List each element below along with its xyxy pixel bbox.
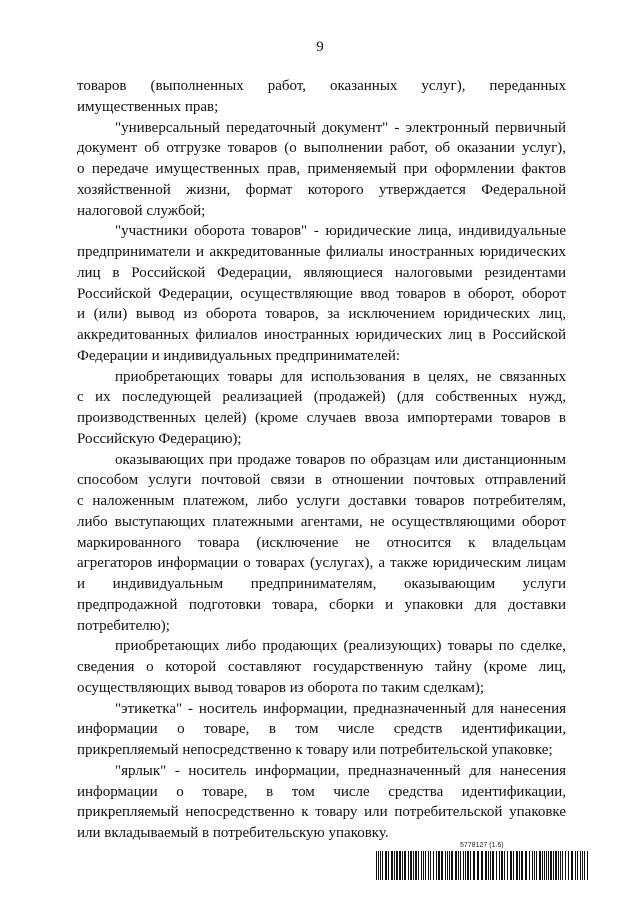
barcode-bar: [501, 851, 503, 880]
barcode-bar: [438, 851, 440, 880]
barcode-bar: [582, 851, 583, 880]
text-line: хозяйственной жизни, формат которого утверждается Федеральной: [77, 181, 566, 198]
barcode-bar: [555, 851, 557, 880]
barcode-bar: [488, 851, 489, 880]
barcode-bar: [404, 851, 406, 880]
barcode-bar: [575, 851, 576, 880]
barcode-bar: [385, 851, 387, 880]
text-line: с наложенным платежом, либо услуги доставки товаров потребителям,: [77, 493, 566, 509]
text-line: предпродажной подготовки товара, сборки и упаковки для доставки: [77, 596, 566, 613]
text-line: оказывающих при продаже товаров по образцам или дистанционным: [115, 451, 566, 468]
barcode-bar: [394, 851, 395, 880]
text-line: сведения о которой составляют государственную тайну (кроме лиц,: [77, 659, 566, 675]
barcode-bar: [463, 851, 464, 880]
barcode-bar: [421, 851, 422, 880]
text-line: "ярлык" - носитель информации, предназначенный для нанесения: [115, 762, 566, 779]
barcode-bar: [441, 851, 443, 880]
barcode-bar: [445, 851, 446, 880]
barcode-bar: [565, 851, 566, 880]
barcode-bar: [539, 851, 541, 880]
barcode-bar: [485, 851, 487, 880]
barcode-bar: [415, 851, 417, 880]
text-line: маркированного товара (исключение не относится к владельцам: [77, 534, 566, 551]
text-line: предприниматели и аккредитованные филиалы иностранных юридических: [77, 244, 566, 260]
text-line: и индивидуальным предпринимателям, оказывающим услуги: [77, 576, 566, 592]
text-line: и (или) вывод из оборота товаров, за исключением юридических лиц,: [77, 306, 566, 323]
text-line: информации о товаре, в том числе средства идентификации,: [77, 783, 566, 800]
barcode-bar: [460, 851, 461, 880]
text-line: либо выступающих платежными агентами, не осуществляющими оборот: [77, 513, 566, 530]
text-line: аккредитованных филиалов иностранных юридических лиц в Российской: [77, 327, 566, 343]
text-line: производственных целей) (кроме случаев ввоза импортерами товаров в: [77, 410, 566, 426]
barcode-bar: [399, 851, 401, 880]
barcode-bar: [413, 851, 414, 880]
barcode-bar: [380, 851, 381, 880]
text-line: "универсальный передаточный документ" - электронный первичный: [115, 119, 566, 136]
barcode-bar: [550, 851, 552, 880]
barcode-bar: [455, 851, 457, 880]
text-line: приобретающих либо продающих (реализующих) товары по сделке,: [115, 638, 566, 655]
document-footer: [376, 842, 590, 882]
text-line: "этикетка" - носитель информации, предназначенный для нанесения: [115, 700, 566, 717]
text-line: с их последующей реализацией (продажей) (для собственных нужд,: [77, 389, 566, 406]
barcode-bar: [536, 851, 537, 880]
barcode-bar: [376, 851, 377, 880]
text-line: информации о товаре, в том числе средств идентификации,: [77, 721, 566, 738]
text-line: товаров (выполненных работ, оказанных услуг), переданных: [77, 78, 566, 94]
document-code: 5778127 (1.6): [460, 842, 504, 849]
text-line: прикрепляемый непосредственно к товару или потребительской упаковке: [77, 804, 566, 821]
barcode-bar: [504, 851, 505, 880]
barcode-bar: [562, 851, 563, 880]
barcode-bar: [553, 851, 554, 880]
barcode-bar: [477, 851, 479, 880]
text-line: потребителю);: [77, 617, 170, 634]
barcode-bar: [534, 851, 535, 880]
barcode-bar: [391, 851, 393, 880]
barcode-bar: [382, 851, 383, 880]
text-line: имущественных прав;: [77, 98, 219, 115]
barcode-bar: [410, 851, 412, 880]
barcode-bar: [516, 851, 518, 880]
barcode-bar: [544, 851, 545, 880]
barcode-bar: [496, 851, 497, 880]
barcode-bar: [513, 851, 514, 880]
barcode-bar: [378, 851, 379, 880]
barcode-bar: [425, 851, 426, 880]
barcode-bar: [587, 851, 588, 880]
barcode-bar: [467, 851, 469, 880]
barcode-bar: [430, 851, 431, 880]
barcode-bar: [490, 851, 491, 880]
text-line: прикрепляемый непосредственно к товару или потребительской упаковке;: [77, 742, 553, 758]
barcode-bar: [418, 851, 419, 880]
barcode-bar: [532, 851, 533, 880]
barcode-bar: [481, 851, 483, 880]
barcode-bar: [396, 851, 398, 880]
barcode-bar: [423, 851, 424, 880]
barcode-bar: [433, 851, 434, 880]
text-line: о передаче имущественных прав, применяемый при оформлении фактов: [77, 161, 566, 177]
barcode-bar: [458, 851, 459, 880]
barcode-bar: [546, 851, 547, 880]
barcode-bar: [507, 851, 508, 880]
barcode-bar: [402, 851, 403, 880]
text-line: "участники оборота товаров" - юридические лица, индивидуальные: [115, 223, 566, 240]
barcode-bar: [451, 851, 453, 880]
barcode-bar: [499, 851, 500, 880]
text-line: Федерации и индивидуальных предпринимателей:: [77, 347, 401, 364]
barcode-bar: [492, 851, 494, 880]
barcode-bar: [548, 851, 549, 880]
text-line: или вкладываемый в потребительскую упаковку.: [77, 825, 389, 841]
barcode-bar: [558, 851, 559, 880]
barcode-bar: [560, 851, 561, 880]
text-line: налоговой службой;: [77, 202, 206, 219]
text-line: агрегаторов информации о товарах (услугах), а также юридическим лицам: [77, 555, 566, 572]
barcode-bar: [584, 851, 585, 880]
barcode-bar: [465, 851, 466, 880]
barcode-icon: [376, 851, 590, 880]
barcode-bar: [449, 851, 450, 880]
barcode-bar: [571, 851, 573, 880]
barcode-bar: [470, 851, 471, 880]
text-line: способом услуги почтовой связи в отношении почтовых отправлений: [77, 472, 566, 489]
barcode-bar: [529, 851, 530, 880]
text-line: лиц в Российской Федерации, являющиеся налоговыми резидентами: [77, 264, 566, 281]
text-line: Российскую Федерацию);: [77, 430, 242, 447]
text-line: документ об отгрузке товаров (о выполнении работ, об оказании услуг),: [77, 140, 566, 157]
text-line: осуществляющих вывод товаров из оборота по таким сделкам);: [77, 679, 485, 696]
barcode-bar: [568, 851, 569, 880]
text-line: приобретающих товары для использования в целях, не связанных: [115, 368, 566, 385]
barcode-bar: [428, 851, 429, 880]
barcode-bar: [542, 851, 543, 880]
barcode-bar: [521, 851, 523, 880]
barcode-bar: [525, 851, 527, 880]
document-body: [77, 76, 566, 844]
barcode-bar: [577, 851, 578, 880]
barcode-bar: [519, 851, 520, 880]
barcode-bar: [436, 851, 437, 880]
barcode-bar: [388, 851, 389, 880]
barcode-bar: [447, 851, 448, 880]
page-number: 9: [316, 39, 324, 55]
barcode-bar: [408, 851, 409, 880]
barcode-bar: [473, 851, 475, 880]
barcode-bar: [510, 851, 512, 880]
barcode-bar: [580, 851, 581, 880]
text-line: Российской Федерации, осуществляющие ввод товаров в оборот, оборот: [77, 285, 566, 302]
